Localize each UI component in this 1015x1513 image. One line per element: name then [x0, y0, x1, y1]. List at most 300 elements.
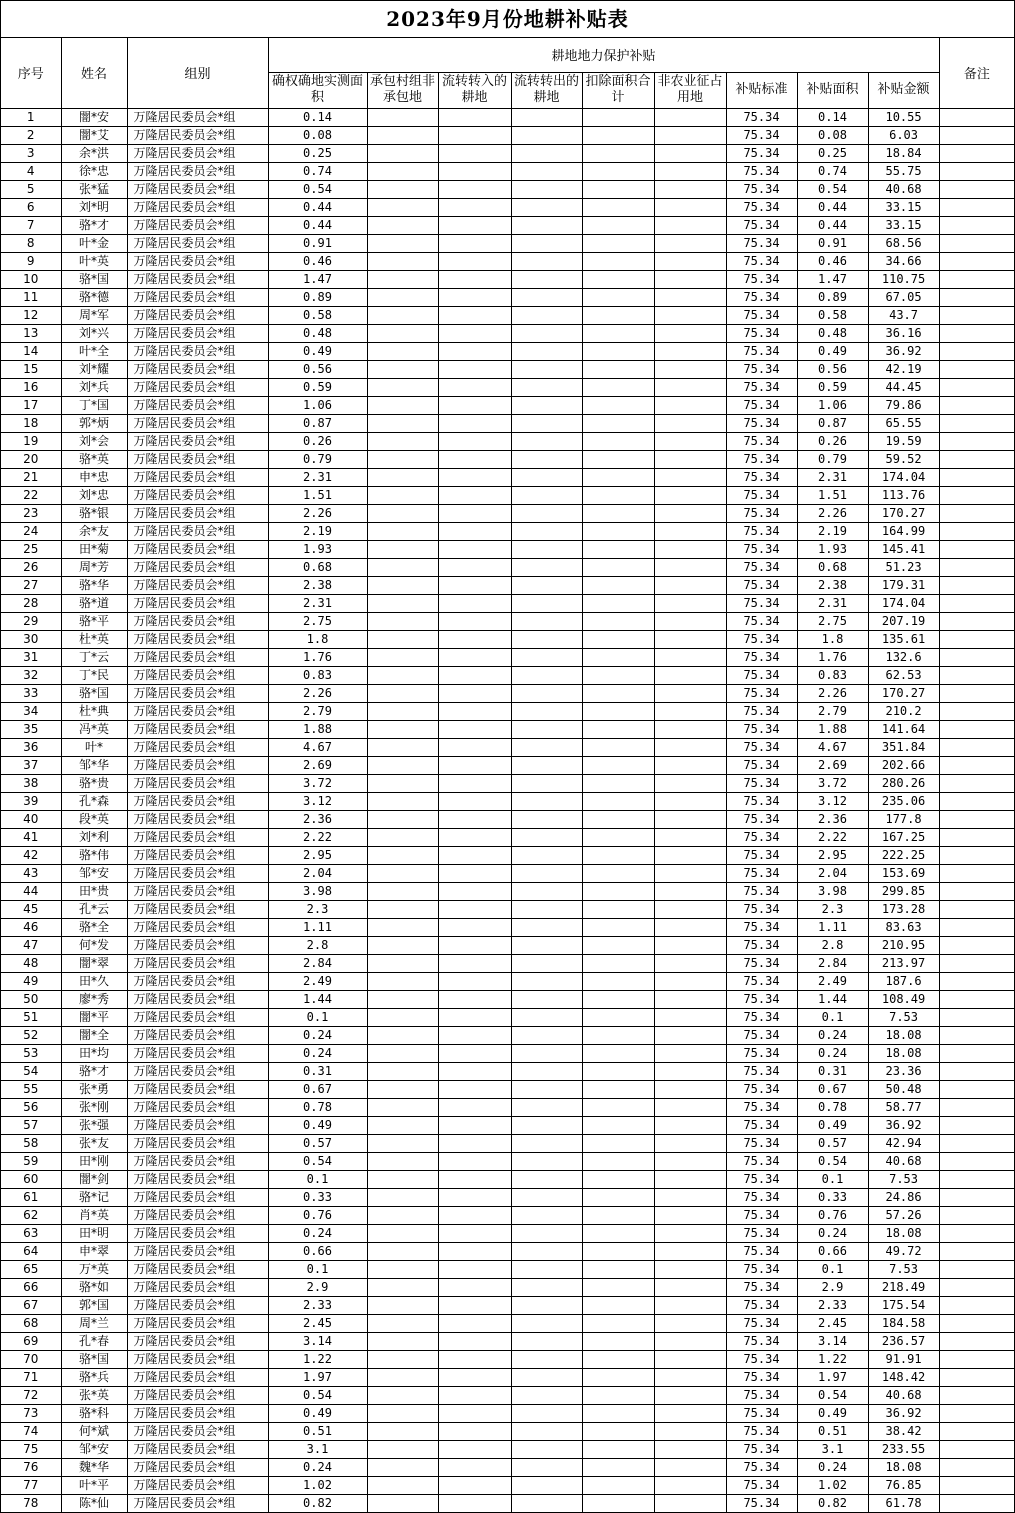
cell-note [939, 1098, 1014, 1116]
cell-transfer-in [438, 576, 511, 594]
cell-confirmed-area: 2.26 [268, 504, 367, 522]
cell-subsidy-standard: 75.34 [726, 1026, 797, 1044]
cell-subsidy-area: 0.56 [797, 360, 868, 378]
cell-name: 魏*华 [61, 1458, 127, 1476]
cell-group: 万隆居民委员会*组 [127, 1134, 268, 1152]
cell-non-contract-land [367, 234, 438, 252]
cell-note [939, 954, 1014, 972]
cell-transfer-out [511, 954, 582, 972]
cell-non-agri-land [654, 414, 726, 432]
cell-seq: 78 [1, 1494, 61, 1512]
cell-transfer-out [511, 666, 582, 684]
cell-subsidy-standard: 75.34 [726, 558, 797, 576]
cell-group: 万隆居民委员会*组 [127, 108, 268, 126]
cell-confirmed-area: 2.95 [268, 846, 367, 864]
cell-group: 万隆居民委员会*组 [127, 738, 268, 756]
cell-transfer-in [438, 630, 511, 648]
cell-transfer-in [438, 1080, 511, 1098]
cell-deducted-total [582, 702, 654, 720]
cell-transfer-in [438, 126, 511, 144]
cell-non-contract-land [367, 648, 438, 666]
cell-group: 万隆居民委员会*组 [127, 468, 268, 486]
cell-transfer-out [511, 1440, 582, 1458]
cell-non-agri-land [654, 126, 726, 144]
cell-group: 万隆居民委员会*组 [127, 1152, 268, 1170]
cell-confirmed-area: 2.31 [268, 468, 367, 486]
cell-note [939, 324, 1014, 342]
cell-seq: 72 [1, 1386, 61, 1404]
table-row [1, 1116, 1014, 1134]
cell-confirmed-area: 0.48 [268, 324, 367, 342]
cell-deducted-total [582, 1062, 654, 1080]
table-row [1, 846, 1014, 864]
cell-subsidy-area: 2.22 [797, 828, 868, 846]
cell-subsidy-standard: 75.34 [726, 306, 797, 324]
table-row [1, 1368, 1014, 1386]
cell-non-contract-land [367, 558, 438, 576]
cell-non-agri-land [654, 1440, 726, 1458]
cell-non-contract-land [367, 1080, 438, 1098]
table-row [1, 1206, 1014, 1224]
cell-transfer-out [511, 1494, 582, 1512]
cell-confirmed-area: 3.1 [268, 1440, 367, 1458]
header-non-agri-land: 非农业征占用地 [654, 72, 726, 108]
cell-name: 骆*才 [61, 216, 127, 234]
cell-non-agri-land [654, 396, 726, 414]
cell-non-agri-land [654, 666, 726, 684]
cell-subsidy-amount: 49.72 [868, 1242, 939, 1260]
cell-seq: 37 [1, 756, 61, 774]
cell-transfer-in [438, 324, 511, 342]
cell-non-contract-land [367, 1008, 438, 1026]
cell-name: 邹*安 [61, 864, 127, 882]
cell-non-agri-land [654, 720, 726, 738]
cell-subsidy-amount: 61.78 [868, 1494, 939, 1512]
cell-subsidy-amount: 236.57 [868, 1332, 939, 1350]
cell-transfer-out [511, 450, 582, 468]
cell-non-contract-land [367, 1332, 438, 1350]
cell-note [939, 1206, 1014, 1224]
cell-group: 万隆居民委员会*组 [127, 198, 268, 216]
cell-name: 骆*道 [61, 594, 127, 612]
cell-non-contract-land [367, 594, 438, 612]
cell-subsidy-amount: 24.86 [868, 1188, 939, 1206]
cell-non-contract-land [367, 972, 438, 990]
cell-subsidy-amount: 141.64 [868, 720, 939, 738]
cell-transfer-in [438, 738, 511, 756]
cell-note [939, 738, 1014, 756]
cell-subsidy-standard: 75.34 [726, 1116, 797, 1134]
cell-note [939, 1080, 1014, 1098]
cell-transfer-out [511, 486, 582, 504]
cell-non-agri-land [654, 1080, 726, 1098]
cell-confirmed-area: 0.67 [268, 1080, 367, 1098]
cell-transfer-in [438, 882, 511, 900]
cell-transfer-in [438, 1188, 511, 1206]
cell-deducted-total [582, 414, 654, 432]
cell-confirmed-area: 0.66 [268, 1242, 367, 1260]
cell-confirmed-area: 2.04 [268, 864, 367, 882]
cell-deducted-total [582, 864, 654, 882]
cell-subsidy-standard: 75.34 [726, 450, 797, 468]
cell-subsidy-standard: 75.34 [726, 342, 797, 360]
cell-transfer-in [438, 1134, 511, 1152]
cell-subsidy-amount: 40.68 [868, 1152, 939, 1170]
cell-non-agri-land [654, 360, 726, 378]
cell-non-agri-land [654, 1494, 726, 1512]
cell-confirmed-area: 1.22 [268, 1350, 367, 1368]
cell-transfer-out [511, 1458, 582, 1476]
cell-non-agri-land [654, 1044, 726, 1062]
cell-subsidy-standard: 75.34 [726, 198, 797, 216]
cell-note [939, 306, 1014, 324]
cell-non-contract-land [367, 1224, 438, 1242]
cell-non-contract-land [367, 288, 438, 306]
cell-subsidy-standard: 75.34 [726, 702, 797, 720]
cell-confirmed-area: 0.24 [268, 1044, 367, 1062]
cell-seq: 50 [1, 990, 61, 1008]
cell-note [939, 1044, 1014, 1062]
cell-deducted-total [582, 1008, 654, 1026]
cell-subsidy-standard: 75.34 [726, 864, 797, 882]
cell-note [939, 522, 1014, 540]
table-row [1, 900, 1014, 918]
cell-subsidy-amount: 43.7 [868, 306, 939, 324]
cell-subsidy-standard: 75.34 [726, 396, 797, 414]
table-row [1, 324, 1014, 342]
cell-transfer-in [438, 1494, 511, 1512]
cell-deducted-total [582, 810, 654, 828]
cell-transfer-out [511, 684, 582, 702]
cell-note [939, 360, 1014, 378]
header-subsidy-amount: 补贴金额 [868, 72, 939, 108]
cell-non-contract-land [367, 1260, 438, 1278]
cell-group: 万隆居民委员会*组 [127, 324, 268, 342]
cell-subsidy-area: 2.84 [797, 954, 868, 972]
cell-deducted-total [582, 1242, 654, 1260]
cell-transfer-out [511, 630, 582, 648]
cell-name: 田*贵 [61, 882, 127, 900]
cell-note [939, 702, 1014, 720]
cell-non-contract-land [367, 1422, 438, 1440]
table-row [1, 666, 1014, 684]
cell-transfer-in [438, 486, 511, 504]
cell-seq: 36 [1, 738, 61, 756]
cell-note [939, 1386, 1014, 1404]
sheet-title: 2023年9月份地耕补贴表 [1, 1, 1014, 38]
cell-transfer-out [511, 1152, 582, 1170]
cell-transfer-out [511, 846, 582, 864]
cell-transfer-in [438, 1278, 511, 1296]
cell-group: 万隆居民委员会*组 [127, 846, 268, 864]
cell-seq: 74 [1, 1422, 61, 1440]
cell-non-contract-land [367, 612, 438, 630]
cell-transfer-out [511, 1080, 582, 1098]
cell-subsidy-area: 0.66 [797, 1242, 868, 1260]
cell-name: 刘*利 [61, 828, 127, 846]
cell-note [939, 486, 1014, 504]
cell-transfer-out [511, 918, 582, 936]
cell-non-agri-land [654, 1332, 726, 1350]
cell-group: 万隆居民委员会*组 [127, 954, 268, 972]
cell-note [939, 936, 1014, 954]
cell-note [939, 1188, 1014, 1206]
cell-non-agri-land [654, 1206, 726, 1224]
cell-non-agri-land [654, 1224, 726, 1242]
cell-confirmed-area: 0.54 [268, 1386, 367, 1404]
cell-seq: 23 [1, 504, 61, 522]
table-row [1, 1404, 1014, 1422]
cell-group: 万隆居民委员会*组 [127, 774, 268, 792]
table-row [1, 342, 1014, 360]
cell-non-agri-land [654, 378, 726, 396]
table-row [1, 414, 1014, 432]
cell-non-contract-land [367, 1062, 438, 1080]
cell-group: 万隆居民委员会*组 [127, 1422, 268, 1440]
cell-transfer-out [511, 738, 582, 756]
cell-name: 丁*国 [61, 396, 127, 414]
cell-note [939, 774, 1014, 792]
cell-subsidy-standard: 75.34 [726, 594, 797, 612]
cell-name: 周*军 [61, 306, 127, 324]
table-row [1, 1476, 1014, 1494]
cell-non-agri-land [654, 180, 726, 198]
cell-subsidy-amount: 170.27 [868, 684, 939, 702]
cell-non-agri-land [654, 108, 726, 126]
cell-subsidy-area: 2.8 [797, 936, 868, 954]
cell-deducted-total [582, 1152, 654, 1170]
cell-name: 闇*安 [61, 108, 127, 126]
cell-non-agri-land [654, 702, 726, 720]
cell-deducted-total [582, 918, 654, 936]
cell-subsidy-standard: 75.34 [726, 1368, 797, 1386]
cell-subsidy-area: 0.08 [797, 126, 868, 144]
cell-confirmed-area: 0.1 [268, 1260, 367, 1278]
table-row [1, 1314, 1014, 1332]
cell-subsidy-standard: 75.34 [726, 720, 797, 738]
cell-non-agri-land [654, 1134, 726, 1152]
cell-subsidy-standard: 75.34 [726, 684, 797, 702]
cell-confirmed-area: 0.44 [268, 198, 367, 216]
cell-non-contract-land [367, 468, 438, 486]
cell-transfer-in [438, 360, 511, 378]
cell-subsidy-area: 0.49 [797, 1404, 868, 1422]
cell-seq: 75 [1, 1440, 61, 1458]
cell-transfer-in [438, 1350, 511, 1368]
table-row [1, 774, 1014, 792]
cell-note [939, 252, 1014, 270]
cell-non-agri-land [654, 342, 726, 360]
cell-subsidy-amount: 42.19 [868, 360, 939, 378]
cell-transfer-out [511, 774, 582, 792]
cell-non-agri-land [654, 144, 726, 162]
cell-non-agri-land [654, 306, 726, 324]
cell-deducted-total [582, 234, 654, 252]
cell-note [939, 1170, 1014, 1188]
cell-note [939, 198, 1014, 216]
cell-non-agri-land [654, 486, 726, 504]
cell-subsidy-area: 0.31 [797, 1062, 868, 1080]
cell-group: 万隆居民委员会*组 [127, 396, 268, 414]
cell-transfer-out [511, 1224, 582, 1242]
cell-seq: 21 [1, 468, 61, 486]
cell-non-contract-land [367, 756, 438, 774]
cell-transfer-out [511, 936, 582, 954]
cell-subsidy-amount: 10.55 [868, 108, 939, 126]
cell-subsidy-area: 3.72 [797, 774, 868, 792]
cell-non-agri-land [654, 828, 726, 846]
cell-group: 万隆居民委员会*组 [127, 1116, 268, 1134]
cell-deducted-total [582, 954, 654, 972]
cell-seq: 43 [1, 864, 61, 882]
cell-subsidy-standard: 75.34 [726, 180, 797, 198]
cell-subsidy-amount: 167.25 [868, 828, 939, 846]
cell-note [939, 1458, 1014, 1476]
cell-non-agri-land [654, 954, 726, 972]
cell-note [939, 414, 1014, 432]
table-row [1, 1332, 1014, 1350]
cell-confirmed-area: 0.08 [268, 126, 367, 144]
cell-name: 申*忠 [61, 468, 127, 486]
cell-note [939, 1062, 1014, 1080]
cell-subsidy-amount: 179.31 [868, 576, 939, 594]
cell-name: 陈*仙 [61, 1494, 127, 1512]
cell-name: 刘*明 [61, 198, 127, 216]
cell-group: 万隆居民委员会*组 [127, 1098, 268, 1116]
cell-seq: 34 [1, 702, 61, 720]
cell-subsidy-area: 0.49 [797, 342, 868, 360]
cell-name: 骆*德 [61, 288, 127, 306]
cell-non-contract-land [367, 774, 438, 792]
cell-deducted-total [582, 270, 654, 288]
cell-transfer-out [511, 198, 582, 216]
cell-subsidy-area: 0.44 [797, 198, 868, 216]
subsidy-table [1, 38, 1014, 1513]
table-row [1, 918, 1014, 936]
cell-transfer-in [438, 540, 511, 558]
cell-non-contract-land [367, 108, 438, 126]
cell-name: 田*刚 [61, 1152, 127, 1170]
cell-group: 万隆居民委员会*组 [127, 882, 268, 900]
cell-name: 万*英 [61, 1260, 127, 1278]
cell-confirmed-area: 3.72 [268, 774, 367, 792]
table-row [1, 936, 1014, 954]
cell-transfer-in [438, 306, 511, 324]
cell-subsidy-standard: 75.34 [726, 486, 797, 504]
cell-non-contract-land [367, 576, 438, 594]
cell-subsidy-amount: 76.85 [868, 1476, 939, 1494]
table-row [1, 450, 1014, 468]
cell-note [939, 576, 1014, 594]
cell-confirmed-area: 0.51 [268, 1422, 367, 1440]
cell-note [939, 972, 1014, 990]
cell-seq: 17 [1, 396, 61, 414]
cell-non-contract-land [367, 1206, 438, 1224]
cell-non-agri-land [654, 774, 726, 792]
cell-confirmed-area: 1.02 [268, 1476, 367, 1494]
cell-subsidy-standard: 75.34 [726, 234, 797, 252]
cell-subsidy-standard: 75.34 [726, 126, 797, 144]
cell-subsidy-area: 3.12 [797, 792, 868, 810]
cell-subsidy-standard: 75.34 [726, 288, 797, 306]
cell-group: 万隆居民委员会*组 [127, 900, 268, 918]
cell-name: 骆*科 [61, 1404, 127, 1422]
cell-note [939, 558, 1014, 576]
cell-non-contract-land [367, 1296, 438, 1314]
table-row [1, 864, 1014, 882]
cell-name: 叶*全 [61, 342, 127, 360]
cell-subsidy-amount: 174.04 [868, 468, 939, 486]
cell-deducted-total [582, 252, 654, 270]
header-group: 组别 [127, 38, 268, 108]
cell-non-agri-land [654, 288, 726, 306]
cell-confirmed-area: 2.45 [268, 1314, 367, 1332]
cell-subsidy-area: 0.74 [797, 162, 868, 180]
cell-deducted-total [582, 900, 654, 918]
cell-non-contract-land [367, 1314, 438, 1332]
cell-subsidy-area: 0.49 [797, 1116, 868, 1134]
cell-group: 万隆居民委员会*组 [127, 378, 268, 396]
cell-subsidy-amount: 173.28 [868, 900, 939, 918]
cell-transfer-in [438, 414, 511, 432]
cell-deducted-total [582, 522, 654, 540]
table-row [1, 990, 1014, 1008]
table-row [1, 270, 1014, 288]
header-confirmed-area: 确权确地实测面积 [268, 72, 367, 108]
cell-subsidy-area: 0.83 [797, 666, 868, 684]
cell-group: 万隆居民委员会*组 [127, 1044, 268, 1062]
cell-note [939, 288, 1014, 306]
cell-note [939, 756, 1014, 774]
cell-seq: 76 [1, 1458, 61, 1476]
cell-group: 万隆居民委员会*组 [127, 216, 268, 234]
table-row [1, 504, 1014, 522]
table-row [1, 1440, 1014, 1458]
cell-subsidy-amount: 18.08 [868, 1044, 939, 1062]
cell-non-agri-land [654, 1188, 726, 1206]
cell-subsidy-area: 0.24 [797, 1044, 868, 1062]
cell-non-contract-land [367, 810, 438, 828]
cell-note [939, 900, 1014, 918]
cell-confirmed-area: 2.38 [268, 576, 367, 594]
cell-subsidy-area: 0.44 [797, 216, 868, 234]
table-row [1, 540, 1014, 558]
cell-deducted-total [582, 1422, 654, 1440]
cell-confirmed-area: 0.49 [268, 342, 367, 360]
cell-subsidy-amount: 132.6 [868, 648, 939, 666]
cell-transfer-out [511, 1098, 582, 1116]
cell-name: 张*强 [61, 1116, 127, 1134]
cell-seq: 42 [1, 846, 61, 864]
cell-transfer-in [438, 1152, 511, 1170]
cell-name: 孔*云 [61, 900, 127, 918]
cell-transfer-in [438, 1044, 511, 1062]
cell-transfer-out [511, 1188, 582, 1206]
cell-transfer-in [438, 108, 511, 126]
cell-note [939, 1026, 1014, 1044]
cell-subsidy-standard: 75.34 [726, 1044, 797, 1062]
cell-deducted-total [582, 126, 654, 144]
cell-non-agri-land [654, 558, 726, 576]
cell-non-contract-land [367, 306, 438, 324]
cell-confirmed-area: 0.78 [268, 1098, 367, 1116]
cell-seq: 9 [1, 252, 61, 270]
cell-group: 万隆居民委员会*组 [127, 594, 268, 612]
cell-non-agri-land [654, 162, 726, 180]
cell-non-contract-land [367, 342, 438, 360]
cell-name: 周*兰 [61, 1314, 127, 1332]
cell-subsidy-standard: 75.34 [726, 414, 797, 432]
